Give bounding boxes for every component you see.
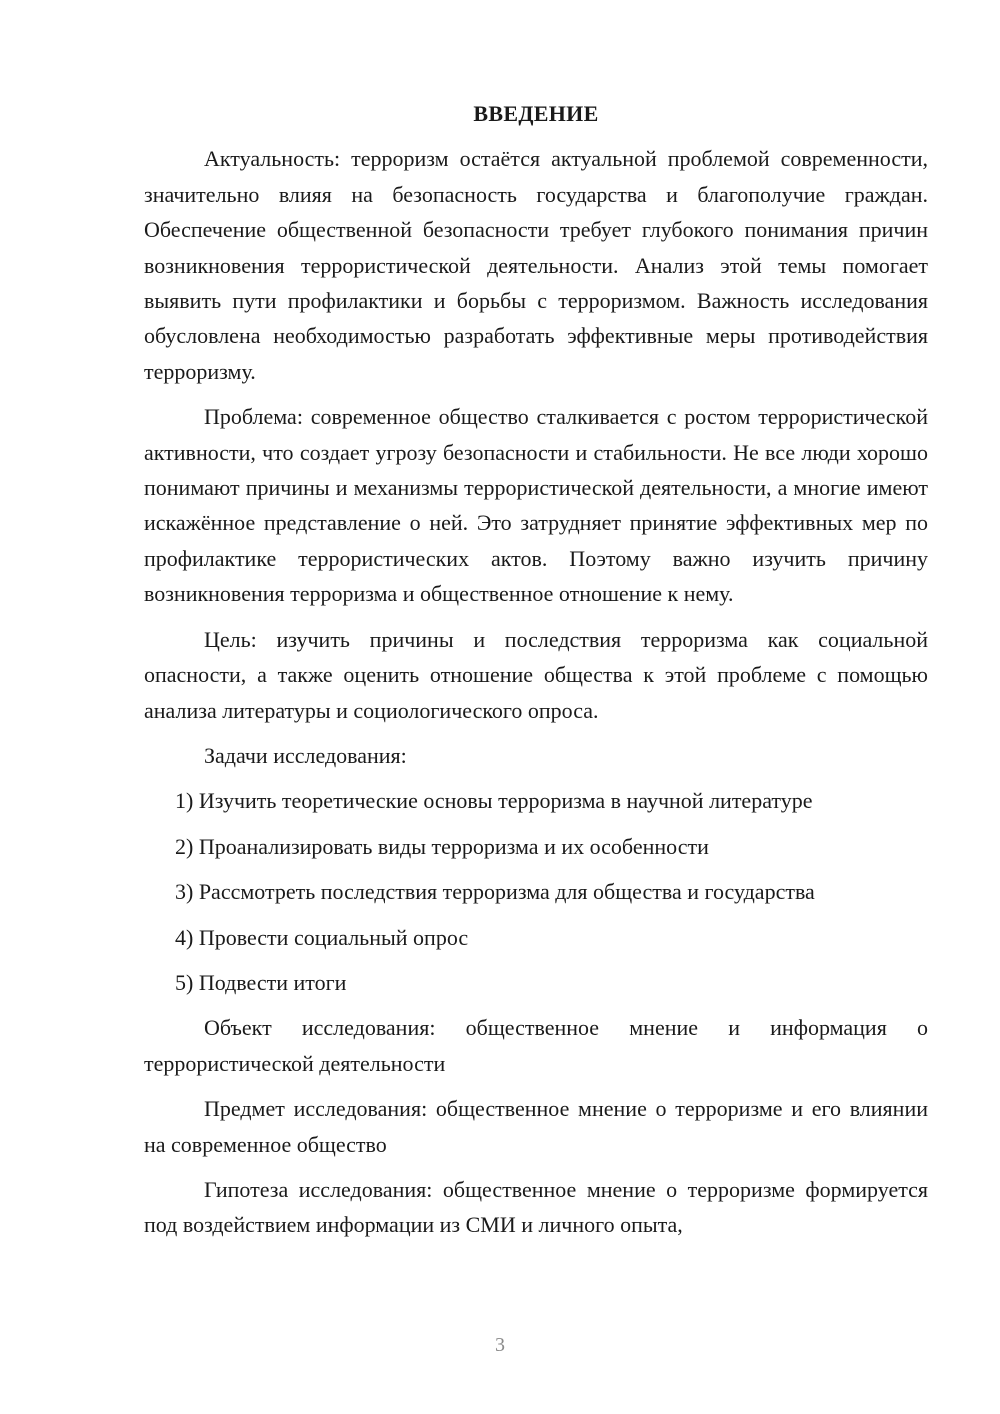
paragraph-relevance: Актуальность: терроризм остаётся актуальной проблемой современности, значительно влияя на безопасность государства и благополучие граждан. Обеспечение общественной безопасности требует глубокого понимания причин возникновения террористической деятельности. Анализ этой темы помогает выявить пути профилактики и борьбы с терроризмом. Важность исследования обусловлена необходимостью разработать эффективные меры противодействия терроризму. xyxy=(144,146,928,384)
list-item: 5) Подвести итоги xyxy=(175,969,347,995)
list-item: 2) Проанализировать виды терроризма и их особенности xyxy=(175,833,709,859)
paragraph-goal: Цель: изучить причины и последствия терроризма как социальной опасности, а также оценить отношение общества к этой проблеме с помощью анализа литературы и социологического опроса. xyxy=(144,626,928,723)
paragraph-hypothesis: Гипотеза исследования: общественное мнение о терроризме формируется под воздействием информации из СМИ и личного опыта, xyxy=(144,1176,928,1238)
paragraph-subject: Предмет исследования: общественное мнение о терроризме и его влиянии на современное общество xyxy=(144,1096,928,1157)
list-item: 3) Рассмотреть последствия терроризма для общества и государства xyxy=(175,879,815,905)
tasks-label: Задачи исследования: xyxy=(204,742,407,768)
list-item: 1) Изучить теоретические основы терроризма в научной литературе xyxy=(175,788,813,814)
paragraph-object: Объект исследования: общественное мнение и информация о террористической деятельности xyxy=(144,1015,928,1076)
page-number: 3 xyxy=(495,1334,505,1356)
tasks-list xyxy=(144,783,928,1000)
paragraph-problem: Проблема: современное общество сталкивается с ростом террористической активности, что создает угрозу безопасности и стабильности. Не все люди хорошо понимают причины и механизмы террористической деятельности, а многие имеют искажённое представление о ней. Это затрудняет принятие эффективных мер по профилактике террористических актов. Поэтому важно изучить причину возникновения терроризма и общественное отношение к нему. xyxy=(144,404,928,607)
page-content xyxy=(144,96,928,1253)
section-heading: ВВЕДЕНИЕ xyxy=(473,101,599,126)
list-item: 4) Провести социальный опрос xyxy=(175,924,469,950)
